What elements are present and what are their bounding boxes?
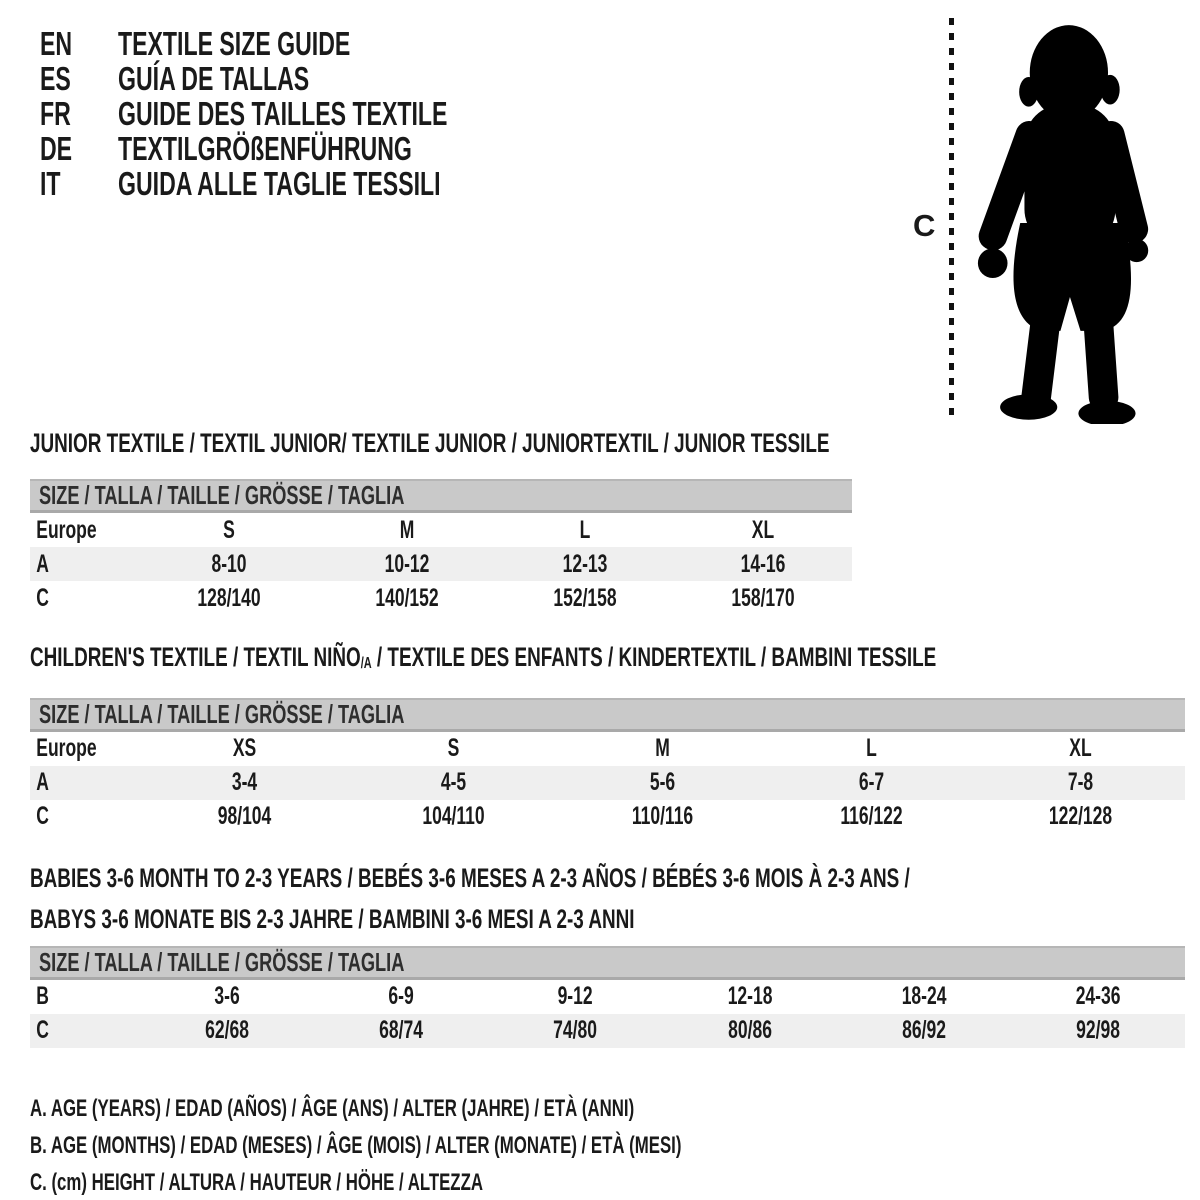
size-cell: XL [751,515,775,544]
row-label: C [36,802,49,831]
height-cell: 128/140 [197,583,261,612]
size-cell: XS [232,734,257,763]
language-title: GUIDE DES TAILLES TEXTILE [118,94,448,132]
note-age-years: A. AGE (YEARS) / EDAD (AÑOS) / ÂGE (ANS) / ALTER (JAHRE) / ETÀ (ANNI) [30,1094,635,1122]
size-cell: L [866,734,877,763]
size-cell: S [447,734,460,763]
height-cell: 122/128 [1048,802,1113,831]
age-cell: 9-12 [557,982,593,1011]
height-cell: 68/74 [379,1016,424,1045]
height-cell: 158/170 [731,583,795,612]
size-header-label: SIZE / TALLA / TAILLE / GRÖSSE / TAGLIA [39,698,405,729]
height-cell: 152/158 [553,583,617,612]
height-figure [905,10,1200,430]
height-cell: 92/98 [1076,1016,1120,1045]
legend-notes [30,1090,1200,1200]
language-title: TEXTILGRÖßENFÜHRUNG [118,129,412,167]
row-label: C [36,1016,49,1045]
size-header-bar [30,479,852,513]
age-cell: 8-10 [211,549,247,578]
age-cell: 3-6 [214,982,240,1011]
size-header-bar [30,946,1185,980]
height-cell: 116/122 [840,802,903,831]
size-cell: L [579,515,591,544]
size-header-bar [30,698,1185,732]
size-cell: S [223,515,235,544]
age-cell: 14-16 [740,549,786,578]
row-label: C [36,583,49,612]
size-header-label: SIZE / TALLA / TAILLE / GRÖSSE / TAGLIA [39,480,405,510]
height-cell: 80/86 [727,1016,772,1045]
language-code: ES [40,59,71,97]
age-cell: 6-9 [388,982,414,1011]
section-title-children-pre: CHILDREN'S TEXTILE / TEXTIL NIÑO [30,642,361,672]
language-title: GUÍA DE TALLAS [118,59,310,97]
size-cell: M [655,734,670,763]
junior-size-table [30,513,852,615]
note-height-cm: C. (cm) HEIGHT / ALTURA / HAUTEUR / HÖHE / ALTEZZA [30,1168,483,1196]
children-size-table [30,732,1185,834]
age-cell: 12-18 [727,982,772,1011]
row-label: Europe [36,734,97,763]
section-title-children-post: / TEXTILE DES ENFANTS / KINDERTEXTIL / BAMBINI TESSILE [371,642,937,672]
section-title-children [30,643,936,678]
table-row [30,766,1185,800]
section-title-junior: JUNIOR TEXTILE / TEXTIL JUNIOR/ TEXTILE JUNIOR / JUNIORTEXTIL / JUNIOR TESSILE [30,428,830,458]
age-cell: 6-7 [858,768,885,797]
age-cell: 10-12 [384,549,430,578]
row-label: B [36,982,49,1011]
size-cell: M [399,515,415,544]
age-cell: 12-13 [562,549,608,578]
age-cell: 3-4 [231,768,258,797]
table-row [30,1014,1185,1048]
height-cell: 74/80 [553,1016,598,1045]
language-title: TEXTILE SIZE GUIDE [118,24,351,62]
height-cell: 110/116 [631,802,694,831]
language-title: GUIDA ALLE TAGLIE TESSILI [118,164,441,202]
note-age-months: B. AGE (MONTHS) / EDAD (MESES) / ÂGE (MOIS) / ALTER (MONATE) / ETÀ (MESI) [30,1131,682,1159]
table-row [30,513,852,547]
age-cell: 24-36 [1075,982,1121,1011]
table-row [30,581,852,615]
language-code: IT [40,164,61,202]
table-row [30,547,852,581]
language-code: EN [40,24,73,62]
section-title-babies-line1: BABIES 3-6 MONTH TO 2-3 YEARS / BEBÉS 3-6 MESES A 2-3 AÑOS / BÉBÉS 3-6 MOIS À 2-3 ANS / [30,862,910,893]
height-dashed-line [949,18,954,420]
row-label: Europe [36,515,97,544]
size-header-label: SIZE / TALLA / TAILLE / GRÖSSE / TAGLIA [39,946,405,977]
height-cell: 140/152 [375,583,439,612]
size-cell: XL [1069,734,1092,763]
height-cell: 98/104 [217,802,272,831]
age-cell: 4-5 [440,768,467,797]
section-title-children-sub: /A [360,654,372,672]
height-cell: 62/68 [205,1016,249,1045]
toddler-silhouette-icon [967,22,1175,424]
age-cell: 5-6 [649,768,676,797]
height-cell: 86/92 [901,1016,946,1045]
row-label: A [36,768,49,797]
age-cell: 18-24 [901,982,947,1011]
section-title-babies-line2: BABYS 3-6 MONATE BIS 2-3 JAHRE / BAMBINI 3-6 MESI A 2-3 ANNI [30,903,635,934]
babies-size-table [30,980,1185,1048]
row-label: A [36,549,49,578]
table-row [30,732,1185,766]
table-row [30,980,1185,1014]
section-title-babies [30,858,1200,940]
language-code: FR [40,94,71,132]
table-row [30,800,1185,834]
age-cell: 7-8 [1067,768,1094,797]
height-cell: 104/110 [422,802,485,831]
language-code: DE [40,129,73,167]
height-measure-label: C [913,208,936,243]
